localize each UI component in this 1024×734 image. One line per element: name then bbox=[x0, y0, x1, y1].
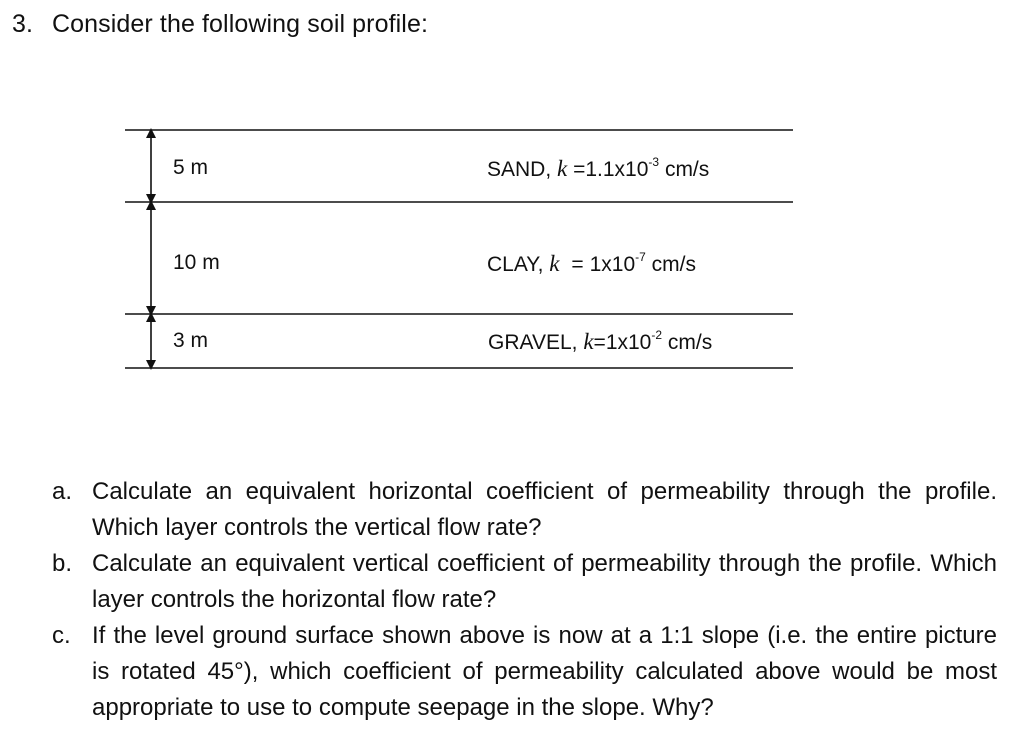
sand-layer-label bbox=[487, 156, 709, 182]
sand-name: SAND, bbox=[487, 158, 552, 181]
sand-k-symbol: k bbox=[557, 156, 568, 181]
gravel-k-unit: cm/s bbox=[667, 331, 713, 354]
sand-k-exponent: -3 bbox=[648, 155, 660, 169]
part-b bbox=[52, 546, 997, 618]
sand-k-unit: cm/s bbox=[664, 158, 710, 181]
clay-name: CLAY, bbox=[487, 253, 544, 276]
gravel-k-symbol: k bbox=[583, 329, 594, 354]
part-c-text: If the level ground surface shown above is now at a 1:1 slope (i.e. the entire picture is rotated 45°), which coefficient of permeability calculated above would be most appropriate to use to compute seepage in the slope. Why? bbox=[92, 622, 997, 721]
part-a-label: a. bbox=[52, 478, 73, 505]
gravel-name: GRAVEL, bbox=[488, 331, 578, 354]
question-parts bbox=[52, 474, 997, 726]
part-a-text: Calculate an equivalent horizontal coefficient of permeability through the profile. Which layer controls the vertical flow rate? bbox=[92, 478, 997, 541]
gravel-k-equals: = bbox=[593, 331, 606, 354]
part-a bbox=[52, 474, 997, 546]
sand-k-base: 1.1x10 bbox=[585, 158, 649, 181]
gravel-thickness-label: 3 m bbox=[173, 329, 209, 352]
part-b-label: b. bbox=[52, 550, 73, 577]
part-c bbox=[52, 618, 997, 726]
clay-k-base: 1x10 bbox=[589, 253, 636, 276]
question-number: 3. bbox=[12, 10, 34, 38]
question-text: Consider the following soil profile: bbox=[52, 10, 429, 38]
clay-k-equals: = bbox=[571, 253, 584, 276]
gravel-k-exponent: -2 bbox=[651, 328, 663, 342]
gravel-layer-label bbox=[488, 329, 712, 355]
part-c-label: c. bbox=[52, 622, 71, 649]
part-b-text: Calculate an equivalent vertical coefficient of permeability through the profile. Which layer controls the horizontal flow rate? bbox=[92, 550, 997, 613]
clay-layer-label bbox=[487, 251, 696, 277]
sand-thickness-label: 5 m bbox=[173, 156, 209, 179]
gravel-k-base: 1x10 bbox=[605, 331, 652, 354]
clay-k-exponent: -7 bbox=[635, 250, 646, 264]
clay-thickness-label: 10 m bbox=[173, 251, 220, 274]
clay-k-unit: cm/s bbox=[651, 253, 696, 276]
clay-k-symbol: k bbox=[549, 251, 560, 276]
sand-k-equals: = bbox=[573, 158, 586, 181]
